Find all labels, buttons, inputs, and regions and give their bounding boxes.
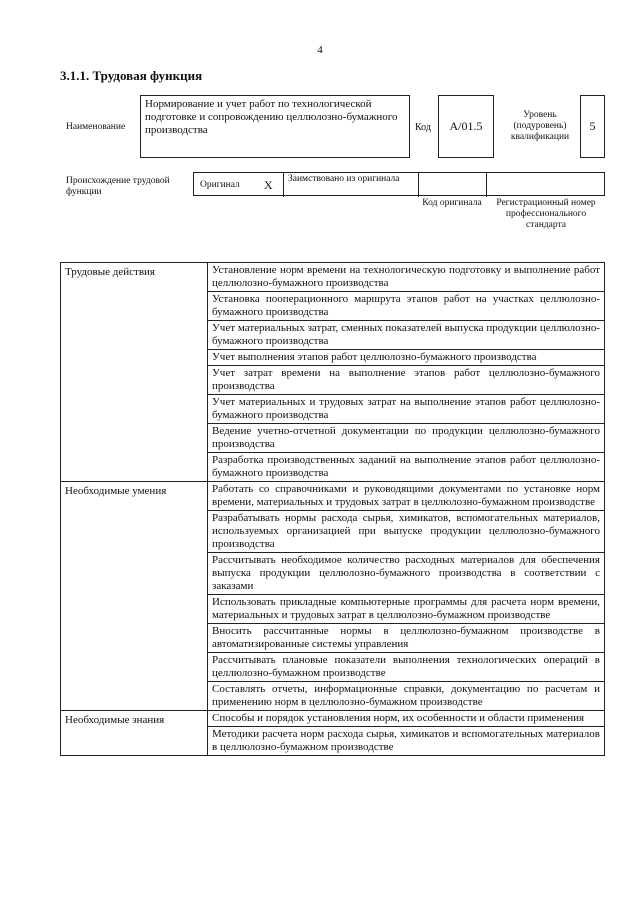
code-label: Код: [415, 122, 431, 133]
reg-number-caption: Регистрационный номер профессионального стандарта: [496, 198, 596, 230]
section-item: Вносить рассчитанные нормы в целлюлозно-бумажном производстве в автоматизированные системы управления: [208, 624, 605, 653]
section-item: Разрабатывать нормы расхода сырья, химикатов, вспомогательных материалов, используемых организацией при выпуске продукции целлюлозно-бумажного производства: [208, 511, 605, 553]
origin-borrowed-label: Заимствовано из оригинала: [288, 174, 400, 184]
code-original-caption: Код оригинала: [422, 198, 482, 208]
section-item: Методики расчета норм расхода сырья, химикатов и вспомогательных материалов в целлюлозно-бумажном производстве: [208, 727, 605, 756]
table-row: [61, 482, 605, 511]
function-details-table: [60, 262, 605, 756]
section-item: Учет материальных и трудовых затрат на выполнение этапов работ целлюлозно-бумажного производства: [208, 395, 605, 424]
section-item: Учет выполнения этапов работ целлюлозно-бумажного производства: [208, 350, 605, 366]
section-item: Рассчитывать плановые показатели выполнения технологических операций в целлюлозно-бумажном производстве: [208, 653, 605, 682]
section-item: Учет затрат времени на выполнение этапов работ целлюлозно-бумажного производства: [208, 366, 605, 395]
section-title: 3.1.1. Трудовая функция: [60, 68, 203, 83]
section-item: Составлять отчеты, информационные справки, документацию по расчетам и применению норм в целлюлозно-бумажном производстве: [208, 682, 605, 711]
origin-borrowed-cell: [284, 173, 419, 197]
section-item: Ведение учетно-отчетной документации по продукции целлюлозно-бумажного производства: [208, 424, 605, 453]
origin-reg-number-cell: [487, 173, 604, 197]
section-item: Разработка производственных заданий на выполнение этапов работ целлюлозно-бумажного производства: [208, 453, 605, 482]
page-number: 4: [317, 44, 323, 56]
origin-code-cell: [419, 173, 487, 197]
qualification-level-box: 5: [580, 95, 605, 158]
function-name-box: Нормирование и учет работ по технологической подготовке и сопровождению целлюлозно-бумажного производства: [140, 95, 410, 158]
table-row: [61, 263, 605, 292]
section-category-label: Необходимые знания: [61, 711, 208, 756]
origin-label: Происхождение трудовой функции: [66, 176, 170, 197]
section-item: Работать со справочниками и руководящими документами по установке норм времени, материальных и трудовых затрат в целлюлозно-бумажном производстве: [208, 482, 605, 511]
origin-original-cell: [194, 173, 284, 197]
section-category-label: Трудовые действия: [61, 263, 208, 482]
section-item: Способы и порядок установления норм, их особенности и области применения: [208, 711, 605, 727]
section-item: Установка пооперационного маршрута этапов работ на участках целлюлозно-бумажного производства: [208, 292, 605, 321]
section-item: Установление норм времени на технологическую подготовку и выполнение работ целлюлозно-бумажного производства: [208, 263, 605, 292]
origin-original-mark: X: [264, 178, 273, 192]
section-item: Рассчитывать необходимое количество расходных материалов для обеспечения выпуска продукции целлюлозно-бумажного производства в соответствии с заказами: [208, 553, 605, 595]
qualification-level-label: Уровень (подуровень) квалификации: [510, 110, 570, 142]
section-item: Учет материальных затрат, сменных показателей выпуска продукции целлюлозно-бумажного производства: [208, 321, 605, 350]
section-item: Использовать прикладные компьютерные программы для расчета норм времени, материальных и трудовых затрат в целлюлозно-бумажном производстве: [208, 595, 605, 624]
function-code-box: А/01.5: [438, 95, 494, 158]
section-category-label: Необходимые умения: [61, 482, 208, 711]
name-label: Наименование: [66, 122, 126, 132]
origin-row: [193, 172, 605, 196]
origin-original-label: Оригинал: [200, 180, 240, 190]
table-row: [61, 711, 605, 727]
